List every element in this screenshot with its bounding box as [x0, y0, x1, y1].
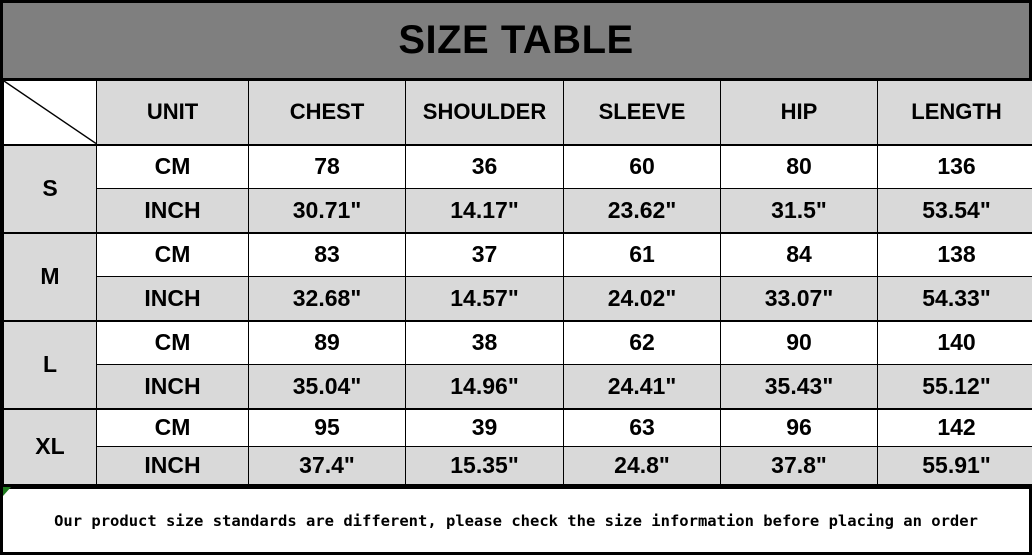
value-cell: 136: [878, 145, 1032, 189]
value-cell: 32.68": [249, 277, 406, 321]
col-header-unit: UNIT: [97, 81, 249, 145]
value-cell: 140: [878, 321, 1032, 365]
value-cell: 31.5": [721, 189, 878, 233]
value-cell: 14.17": [406, 189, 564, 233]
unit-cm-cell: CM: [97, 321, 249, 365]
value-cell: 90: [721, 321, 878, 365]
value-cell: 96: [721, 409, 878, 447]
size-label-m: M: [4, 233, 97, 321]
diagonal-line-icon: [4, 81, 96, 144]
value-cell: 14.57": [406, 277, 564, 321]
table-row-xl-inch: [4, 447, 1032, 485]
value-cell: 37.4": [249, 447, 406, 485]
value-cell: 95: [249, 409, 406, 447]
value-cell: 55.12": [878, 365, 1032, 409]
diagonal-corner-cell: [4, 81, 97, 145]
size-note-box: [0, 487, 1032, 555]
value-cell: 60: [564, 145, 721, 189]
value-cell: 61: [564, 233, 721, 277]
unit-cm-cell: CM: [97, 233, 249, 277]
value-cell: 39: [406, 409, 564, 447]
size-label-l: L: [4, 321, 97, 409]
value-cell: 24.8": [564, 447, 721, 485]
unit-inch-cell: INCH: [97, 365, 249, 409]
table-row-s-inch: [4, 189, 1032, 233]
page-title: SIZE TABLE: [3, 3, 1029, 80]
value-cell: 33.07": [721, 277, 878, 321]
value-cell: 78: [249, 145, 406, 189]
unit-inch-cell: INCH: [97, 277, 249, 321]
col-header-length: LENGTH: [878, 81, 1032, 145]
col-header-chest: CHEST: [249, 81, 406, 145]
value-cell: 35.04": [249, 365, 406, 409]
value-cell: 35.43": [721, 365, 878, 409]
value-cell: 54.33": [878, 277, 1032, 321]
value-cell: 36: [406, 145, 564, 189]
value-cell: 138: [878, 233, 1032, 277]
value-cell: 53.54": [878, 189, 1032, 233]
size-table: [3, 80, 1032, 485]
table-row-l-inch: [4, 365, 1032, 409]
value-cell: 24.02": [564, 277, 721, 321]
table-row-m-cm: [4, 233, 1032, 277]
value-cell: 80: [721, 145, 878, 189]
size-note-text: Our product size standards are different, please check the size information before placing an order: [54, 511, 978, 530]
table-row-m-inch: [4, 277, 1032, 321]
col-header-sleeve: SLEEVE: [564, 81, 721, 145]
value-cell: 83: [249, 233, 406, 277]
value-cell: 15.35": [406, 447, 564, 485]
col-header-shoulder: SHOULDER: [406, 81, 564, 145]
value-cell: 38: [406, 321, 564, 365]
value-cell: 62: [564, 321, 721, 365]
value-cell: 14.96": [406, 365, 564, 409]
size-label-s: S: [4, 145, 97, 233]
value-cell: 37.8": [721, 447, 878, 485]
table-row-xl-cm: [4, 409, 1032, 447]
table-row-l-cm: [4, 321, 1032, 365]
col-header-hip: HIP: [721, 81, 878, 145]
value-cell: 24.41": [564, 365, 721, 409]
value-cell: 63: [564, 409, 721, 447]
value-cell: 37: [406, 233, 564, 277]
value-cell: 55.91": [878, 447, 1032, 485]
corner-flag-icon: [3, 487, 11, 496]
value-cell: 30.71": [249, 189, 406, 233]
value-cell: 84: [721, 233, 878, 277]
value-cell: 142: [878, 409, 1032, 447]
column-header-row: [4, 81, 1032, 145]
unit-cm-cell: CM: [97, 409, 249, 447]
size-label-xl: XL: [4, 409, 97, 485]
value-cell: 89: [249, 321, 406, 365]
table-row-s-cm: [4, 145, 1032, 189]
unit-inch-cell: INCH: [97, 189, 249, 233]
unit-inch-cell: INCH: [97, 447, 249, 485]
unit-cm-cell: CM: [97, 145, 249, 189]
value-cell: 23.62": [564, 189, 721, 233]
